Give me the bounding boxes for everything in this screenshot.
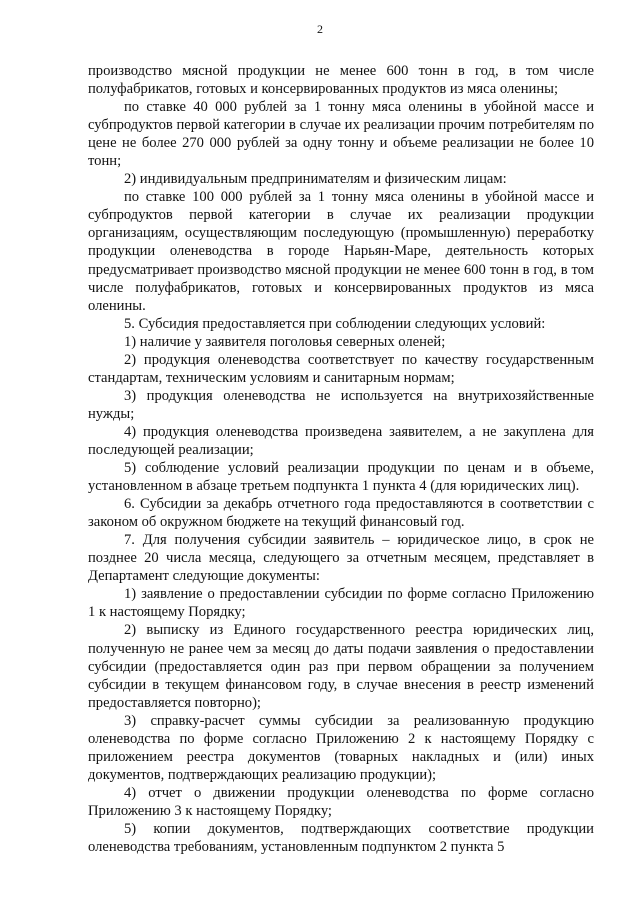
paragraph: 5. Субсидия предоставляется при соблюдении следующих условий: (124, 315, 546, 332)
document-body (88, 62, 594, 856)
paragraph: по ставке 100 000 рублей за 1 тонну мяса оленины в убойной массе и субпродуктов первой категории в случае их реализации продукции организациям, осуществляющим последующую (промышленную) переработку продукции оленеводства в городе Нарьян-Маре, деятельность которых предусматривает производство мясной продукции не менее 600 тонн в год, в том числе полуфабрикатов, готовых и консервированных продуктов из мяса оленины. (88, 189, 594, 314)
paragraph: 5) копии документов, подтверждающих соответствие продукции оленеводства требованиям, установленным подпунктом 2 пункта 5 (88, 820, 594, 856)
paragraph: 2) индивидуальным предпринимателям и физическим лицам: (124, 171, 507, 188)
paragraph: 7. Для получения субсидии заявитель – юридическое лицо, в срок не позднее 20 числа месяца, следующего за отчетным месяцем, представляет в Департамент следующие документы: (88, 532, 594, 585)
paragraph: 1) наличие у заявителя поголовья северных оленей; (124, 333, 446, 350)
paragraph: 1) заявление о предоставлении субсидии по форме согласно Приложению 1 к настоящему Порядку; (88, 586, 594, 621)
paragraph: 3) справку-расчет суммы субсидии за реализованную продукцию оленеводства по форме согласно Приложению 2 к настоящему Порядку с приложением реестра документов (товарных накладных и (или) иных документов, подтверждающих реализацию продукции); (88, 712, 594, 783)
paragraph: 2) продукция оленеводства соответствует по качеству государственным стандартам, техническим условиям и санитарным нормам; (88, 351, 594, 386)
page-number: 2 (317, 22, 323, 36)
paragraph: 5) соблюдение условий реализации продукции по ценам и в объеме, установленном в абзаце третьем подпункта 1 пункта 4 (для юридических лиц). (88, 460, 594, 495)
paragraph: 6. Субсидии за декабрь отчетного года предоставляются в соответствии с законом об окружном бюджете на текущий финансовый год. (88, 496, 594, 531)
paragraph: 4) продукция оленеводства произведена заявителем, а не закуплена для последующей реализации; (88, 423, 594, 458)
paragraph: 4) отчет о движении продукции оленеводства по форме согласно Приложению 3 к настоящему Порядку; (88, 784, 594, 819)
paragraph: производство мясной продукции не менее 600 тонн в год, в том числе полуфабрикатов, готовых и консервированных продуктов из мяса оленины; (88, 63, 594, 98)
paragraph: 3) продукция оленеводства не используется на внутрихозяйственные нужды; (88, 387, 594, 422)
paragraph: по ставке 40 000 рублей за 1 тонну мяса оленины в убойной массе и субпродуктов первой категории в случае их реализации прочим потребителям по цене не более 270 000 рублей за одну тонну и объеме реализации не более 10 тонн; (88, 99, 594, 170)
paragraph: 2) выписку из Единого государственного реестра юридических лиц, полученную не ранее чем за месяц до даты подачи заявления о предоставлении субсидии (предоставляется один раз при первом обращении за получением субсидии в текущем финансовом году, в случае внесения в реестр изменений предоставляется повторно); (88, 622, 594, 711)
